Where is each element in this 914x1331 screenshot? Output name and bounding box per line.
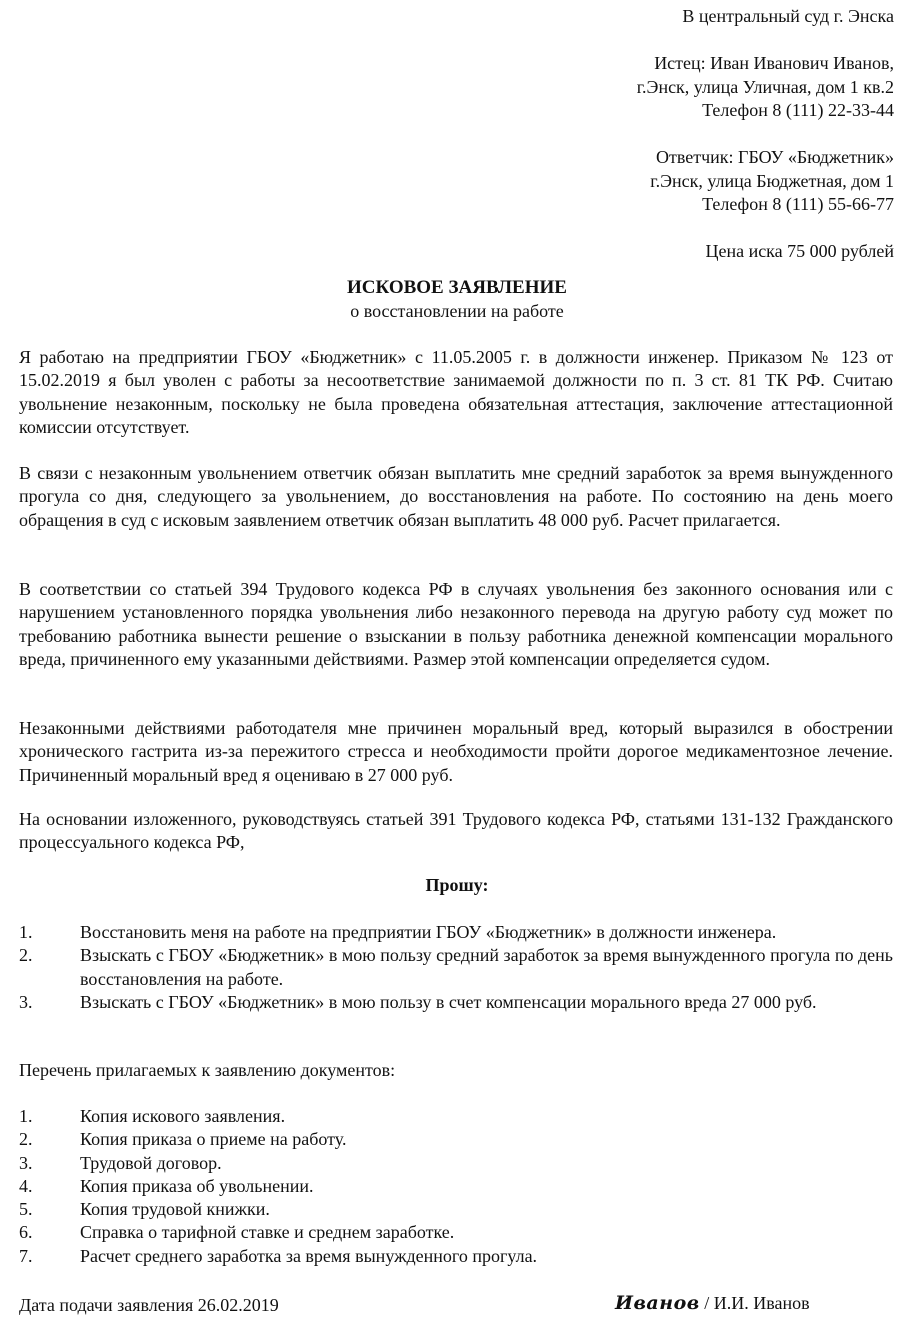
- request-text: Взыскать с ГБОУ «Бюджетник» в мою пользу в счет компенсации морального вреда 27 000 руб.: [80, 991, 817, 1012]
- request-number: 3.: [19, 991, 33, 1012]
- paragraph-5: [19, 808, 893, 855]
- claim-price: Цена иска 75 000 рублей: [705, 241, 894, 261]
- attachment-text: Копия приказа о приеме на работу.: [80, 1129, 347, 1150]
- attachment-number: 1.: [19, 1106, 33, 1126]
- request-list: [19, 921, 893, 1014]
- attachment-item: [19, 1221, 893, 1244]
- defendant-phone: Телефон 8 (111) 55-66-77: [702, 194, 894, 214]
- attachment-item: [19, 1175, 893, 1198]
- attachment-number: 6.: [19, 1222, 33, 1243]
- attachment-number: 4.: [19, 1175, 33, 1196]
- defendant-name: Ответчик: ГБОУ «Бюджетник»: [656, 147, 894, 167]
- defendant-address: г.Энск, улица Бюджетная, дом 1: [650, 170, 894, 191]
- attachments-heading: Перечень прилагаемых к заявлению документов:: [19, 1060, 396, 1080]
- attachment-item: [19, 1245, 893, 1268]
- attachment-text: Трудовой договор.: [80, 1152, 222, 1173]
- claim-price-block: [637, 240, 894, 264]
- paragraph-1: [19, 346, 893, 439]
- request-text: Взыскать с ГБОУ «Бюджетник» в мою пользу средний заработок за время вынужденного прогула по день восстановления на работе.: [80, 945, 893, 989]
- attachment-text: Расчет среднего заработка за время вынужденного прогула.: [80, 1245, 538, 1266]
- plaintiff-phone: Телефон 8 (111) 22-33-44: [702, 100, 894, 120]
- plaintiff-block: [637, 52, 894, 123]
- request-text: Восстановить меня на работе на предприятии ГБОУ «Бюджетник» в должности инженера.: [80, 922, 777, 942]
- signer-name: И.И. Иванов: [713, 1293, 810, 1313]
- attachment-number: 2.: [19, 1129, 33, 1150]
- attachment-text: Копия приказа об увольнении.: [80, 1175, 314, 1196]
- attachment-item: [19, 1198, 893, 1221]
- attachment-text: Копия искового заявления.: [80, 1106, 286, 1126]
- paragraph-text: Незаконными действиями работодателя мне причинен моральный вред, который выразился в обострении хронического гастрита из-за пережитого стресса и необходимости пройти дорогое медикаментозное лечение. Причиненный моральный вред я оцениваю в 27 000 руб.: [19, 718, 893, 785]
- plaintiff-name: Истец: Иван Иванович Иванов,: [654, 53, 894, 73]
- submission-date: Дата подачи заявления 26.02.2019: [19, 1295, 279, 1315]
- attachment-item: [19, 1152, 893, 1175]
- attachment-number: 7.: [19, 1245, 33, 1266]
- signature-block: [615, 1292, 810, 1315]
- request-item: [19, 991, 893, 1014]
- paragraph-text: Я работаю на предприятии ГБОУ «Бюджетник» с 11.05.2005 г. в должности инженер. Приказом № 123 от 15.02.2019 я был уволен с работы за несоответствие занимаемой должности по п. 3 ст. 81 ТК РФ. Считаю увольнение незаконным, поскольку не была проведена обязательная аттестация, заключение аттестационной комиссии отсутствует.: [19, 347, 893, 437]
- attachment-item: [19, 1128, 893, 1151]
- paragraph-text: На основании изложенного, руководствуясь статьей 391 Трудового кодекса РФ, статьями 131-132 Гражданского процессуального кодекса РФ,: [19, 809, 893, 853]
- document-header: [637, 5, 894, 264]
- attachments-list: [19, 1105, 893, 1268]
- signature-separator: /: [699, 1293, 714, 1313]
- request-heading: Прошу:: [425, 875, 489, 895]
- attachment-item: [19, 1105, 893, 1128]
- plaintiff-address: г.Энск, улица Уличная, дом 1 кв.2: [636, 76, 894, 97]
- paragraph-text: В связи с незаконным увольнением ответчик обязан выплатить мне средний заработок за время вынужденного прогула со дня, следующего за увольнением, до восстановления на работе. По состоянию на день моего обращения в суд с исковым заявлением ответчик обязан выплатить 48 000 руб. Расчет прилагается.: [19, 463, 893, 530]
- paragraph-text: В соответствии со статьей 394 Трудового кодекса РФ в случаях увольнения без законного основания или с нарушением установленного порядка увольнения либо незаконного перевода на другую работу суд может по требованию работника вынести решение о взыскании в пользу работника денежной компенсации морального вреда, причиненного ему указанными действиями. Размер этой компенсации определяется судом.: [19, 579, 893, 669]
- attachment-text: Копия трудовой книжки.: [80, 1199, 270, 1220]
- request-item: [19, 944, 893, 991]
- paragraph-4: [19, 717, 893, 787]
- document-subtitle: о восстановлении на работе: [350, 301, 564, 321]
- handwritten-signature: Иванов: [615, 1292, 700, 1314]
- request-number: 2.: [19, 945, 33, 966]
- request-item: [19, 921, 893, 944]
- defendant-block: [637, 146, 894, 217]
- attachment-text: Справка о тарифной ставке и среднем заработке.: [80, 1222, 455, 1243]
- attachment-number: 3.: [19, 1152, 33, 1173]
- court-block: [637, 5, 894, 29]
- court-name: В центральный суд г. Энска: [682, 6, 894, 26]
- paragraph-3: [19, 578, 893, 671]
- request-number: 1.: [19, 922, 33, 942]
- attachment-number: 5.: [19, 1199, 33, 1220]
- paragraph-2: [19, 462, 893, 532]
- document-title: ИСКОВОЕ ЗАЯВЛЕНИЕ: [347, 277, 567, 298]
